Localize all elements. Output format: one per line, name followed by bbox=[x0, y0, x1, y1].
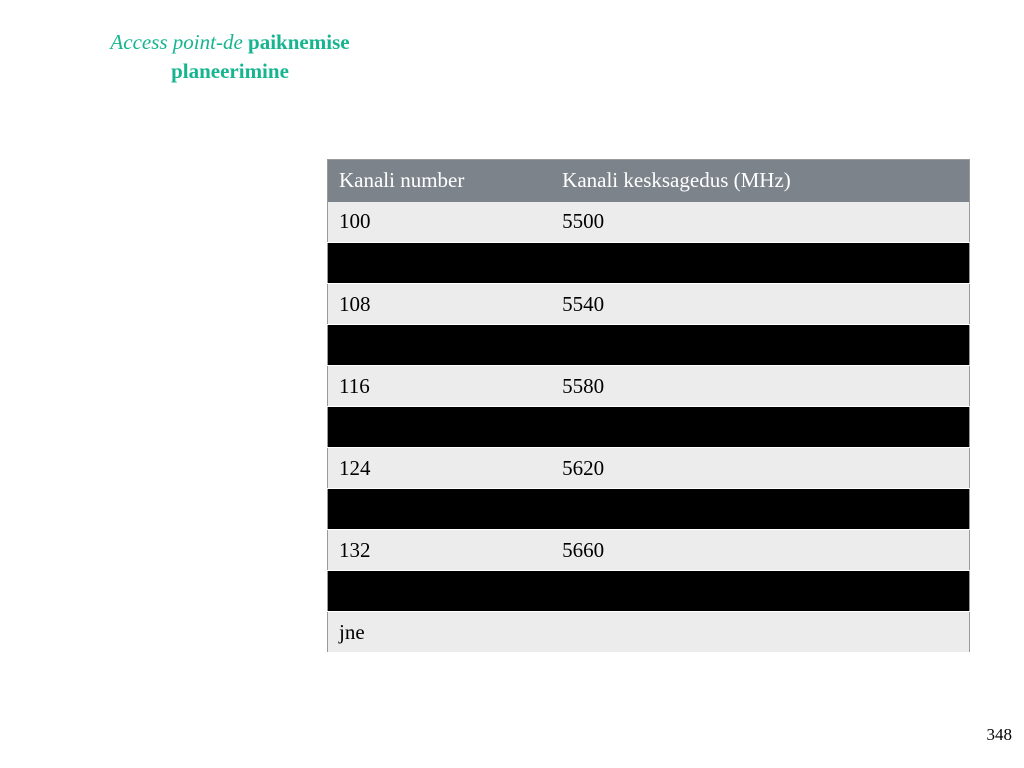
table-row bbox=[328, 243, 970, 284]
table-row bbox=[328, 448, 970, 489]
table-row bbox=[328, 325, 970, 366]
cell-channel-number: 132 bbox=[328, 530, 552, 571]
slide-title bbox=[60, 28, 400, 86]
cell-center-frequency: 5660 bbox=[551, 530, 969, 571]
cell-center-frequency: 5500 bbox=[551, 202, 969, 243]
cell-channel-number: 100 bbox=[328, 202, 552, 243]
page-number: 348 bbox=[986, 725, 1012, 744]
cell-channel-number: 124 bbox=[328, 448, 552, 489]
table-row bbox=[328, 571, 970, 612]
channel-table bbox=[327, 159, 970, 653]
cell-center-frequency: 5620 bbox=[551, 448, 969, 489]
cell-channel-number bbox=[328, 489, 552, 530]
table-row bbox=[328, 407, 970, 448]
cell-channel-number bbox=[328, 243, 552, 284]
cell-channel-number: 108 bbox=[328, 284, 552, 325]
cell-channel-number: 116 bbox=[328, 366, 552, 407]
cell-channel-number bbox=[328, 571, 552, 612]
table-row bbox=[328, 366, 970, 407]
table-header-row bbox=[328, 160, 970, 202]
cell-center-frequency bbox=[551, 489, 969, 530]
table-row bbox=[328, 284, 970, 325]
cell-center-frequency bbox=[551, 325, 969, 366]
cell-center-frequency bbox=[551, 612, 969, 653]
cell-center-frequency bbox=[551, 407, 969, 448]
table-row bbox=[328, 530, 970, 571]
cell-center-frequency: 5540 bbox=[551, 284, 969, 325]
table-row bbox=[328, 489, 970, 530]
table-row bbox=[328, 612, 970, 653]
cell-channel-number bbox=[328, 407, 552, 448]
cell-center-frequency bbox=[551, 243, 969, 284]
title-italic-part: Access point-de bbox=[110, 30, 243, 54]
header-center-frequency: Kanali kesksagedus (MHz) bbox=[551, 160, 969, 202]
table-body bbox=[328, 202, 970, 653]
cell-channel-number: jne bbox=[328, 612, 552, 653]
title-rest-part: paiknemise bbox=[242, 30, 350, 54]
cell-center-frequency bbox=[551, 571, 969, 612]
table-row bbox=[328, 202, 970, 243]
header-channel-number: Kanali number bbox=[328, 160, 552, 202]
cell-channel-number bbox=[328, 325, 552, 366]
title-line-2: planeerimine bbox=[171, 59, 289, 83]
cell-center-frequency: 5580 bbox=[551, 366, 969, 407]
